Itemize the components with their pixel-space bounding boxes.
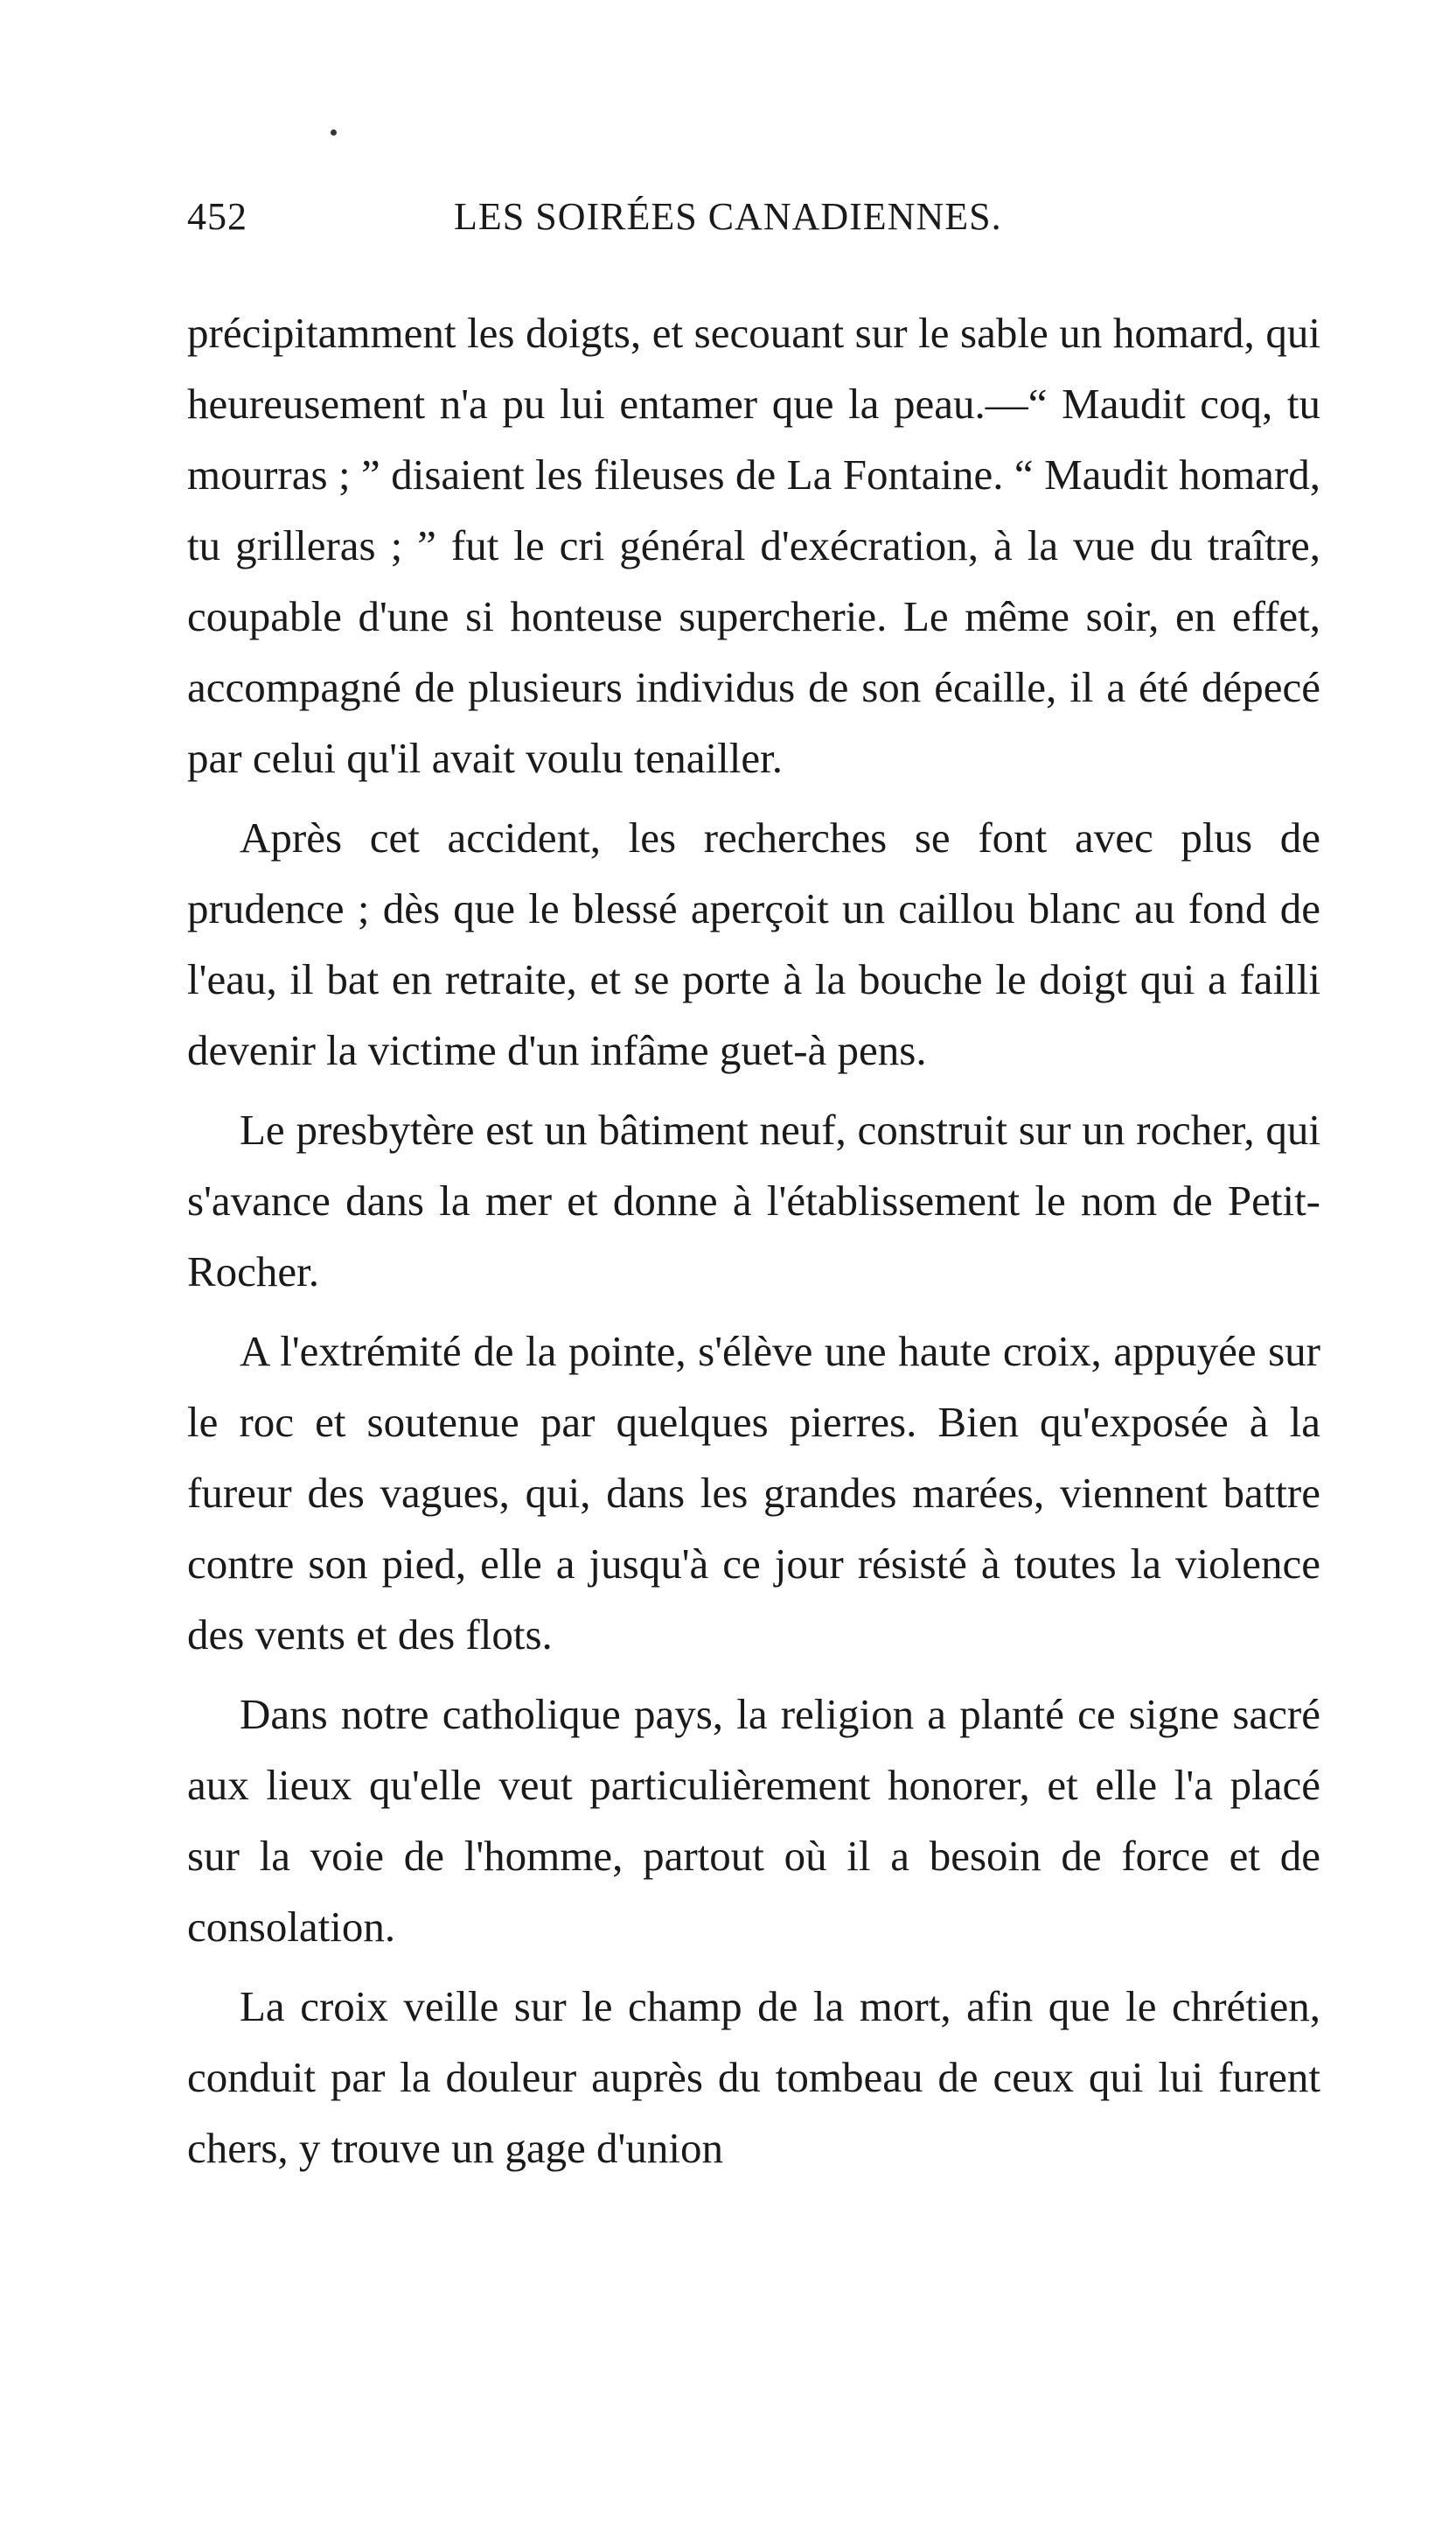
paragraph-1: précipitamment les doigts, et secouant sur le sable un homard, qui heureusement n'a pu lui entamer que la peau.—“ Maudit coq, tu mourras ; ” disaient les fileuses de La Fontaine. “ Maudit homard, tu grilleras ; ” fut le cri général d'exécration, à la vue du traître, coupable d'une si honteuse supercherie. Le même soir, en effet, accompagné de plusieurs individus de son écaille, il a été dépecé par celui qu'il avait voulu tenailler. bbox=[187, 309, 1320, 782]
ink-speck bbox=[331, 129, 337, 136]
page-header bbox=[187, 194, 1070, 247]
page-body bbox=[187, 297, 1320, 2192]
page-number: 452 bbox=[187, 195, 247, 238]
paragraph-5: Dans notre catholique pays, la religion a planté ce signe sacré aux lieux qu'elle veut particulièrement honorer, et elle l'a placé sur la voie de l'homme, partout où il a besoin de force et de consolation. bbox=[187, 1690, 1320, 1951]
paragraph-4: A l'extrémité de la pointe, s'élève une haute croix, appuyée sur le roc et soutenue par quelques pierres. Bien qu'exposée à la fureur des vagues, qui, dans les grandes marées, viennent battre contre son pied, elle a jusqu'à ce jour résisté à toutes la violence des vents et des flots. bbox=[187, 1327, 1320, 1659]
paragraph-3: Le presbytère est un bâtiment neuf, construit sur un rocher, qui s'avance dans la mer et donne à l'établissement le nom de Petit-Rocher. bbox=[187, 1106, 1320, 1295]
paragraph-2: Après cet accident, les recherches se font avec plus de prudence ; dès que le blessé aperçoit un caillou blanc au fond de l'eau, il bat en retraite, et se porte à la bouche le doigt qui a failli devenir la victime d'un infâme guet-à pens. bbox=[187, 814, 1320, 1074]
running-head: LES SOIRÉES CANADIENNES. bbox=[454, 195, 1002, 238]
paragraph-6: La croix veille sur le champ de la mort, afin que le chrétien, conduit par la douleur auprès du tombeau de ceux qui lui furent chers, y trouve un gage d'union bbox=[187, 1982, 1320, 2172]
